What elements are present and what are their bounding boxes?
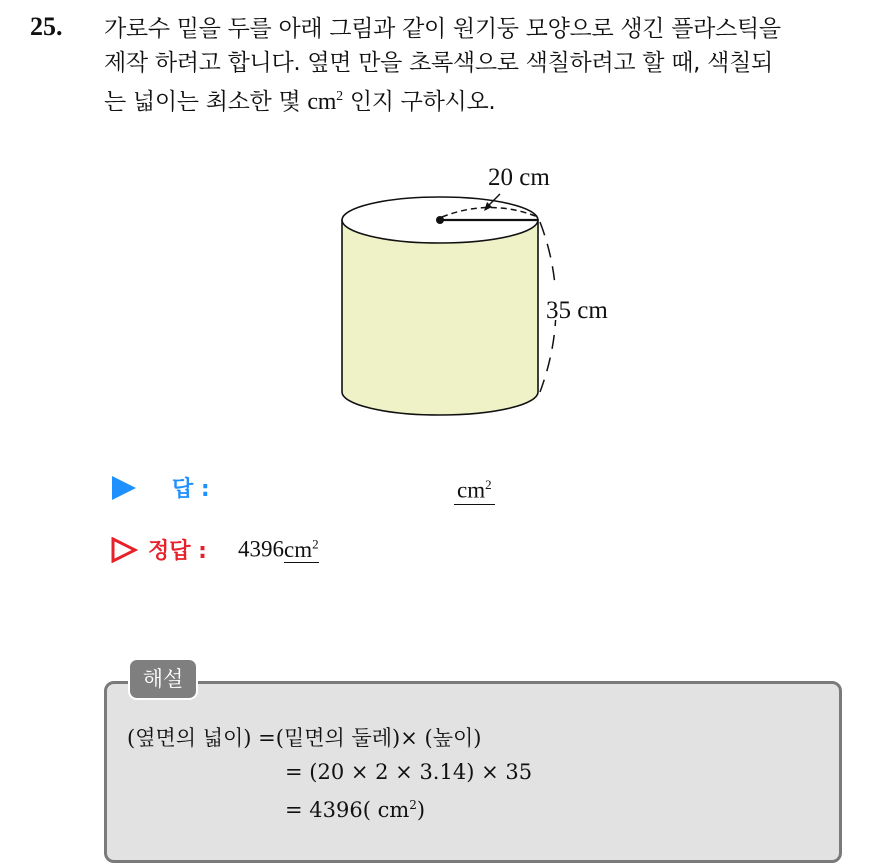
question-text: [104, 12, 874, 119]
answer-unit: [454, 472, 495, 505]
correct-answer-label: 정답 :: [148, 539, 207, 564]
answer-unit-text: cm: [457, 477, 486, 503]
height-label: 35 cm: [546, 297, 608, 324]
cylinder-figure: [330, 150, 650, 435]
answer-label: 답 :: [172, 477, 210, 502]
explanation-line-3-end: ): [416, 798, 426, 822]
correct-answer-row: [110, 532, 610, 568]
radius-label: 20 cm: [488, 164, 550, 191]
question-unit-sup: 2: [336, 89, 343, 104]
outline-arrow-icon: [110, 537, 138, 563]
correct-answer-value: [238, 536, 319, 563]
explanation-box: [104, 681, 842, 863]
question-number: 25.: [30, 12, 63, 41]
explanation-tab: 해설: [128, 658, 198, 700]
explanation-line-1: (옆면의 넓이) =(밑면의 둘레)× (높이): [127, 726, 482, 750]
explanation-line-3-sup: 2: [409, 798, 417, 812]
answer-unit-sup: 2: [485, 477, 492, 492]
question-line-1: 가로수 밑을 두를 아래 그림과 같이 원기둥 모양으로 생긴 플라스틱을: [104, 16, 781, 42]
cylinder-side: [342, 220, 538, 415]
explanation-line-3: [285, 798, 425, 822]
correct-answer-number: 4396: [238, 536, 284, 562]
question-line-3: [104, 80, 874, 119]
question-line-2: 제작 하려고 합니다. 옆면 만을 초록색으로 색칠하려고 할 때, 색칠되: [104, 50, 773, 76]
explanation-line-3-start: = 4396( cm: [285, 798, 410, 822]
play-arrow-icon: [110, 474, 138, 502]
question-unit: [307, 89, 342, 115]
correct-answer-unit: [284, 537, 319, 563]
question-line-3-start: 는 넓이는 최소한 몇: [104, 89, 308, 115]
question-unit-text: cm: [307, 89, 337, 115]
explanation-line-2: = (20 × 2 × 3.14) × 35: [285, 760, 533, 784]
correct-unit-sup: 2: [312, 536, 319, 551]
question-line-3-end: 인지 구하시오.: [342, 89, 496, 115]
answer-row: [110, 470, 610, 506]
correct-unit-text: cm: [284, 536, 313, 562]
